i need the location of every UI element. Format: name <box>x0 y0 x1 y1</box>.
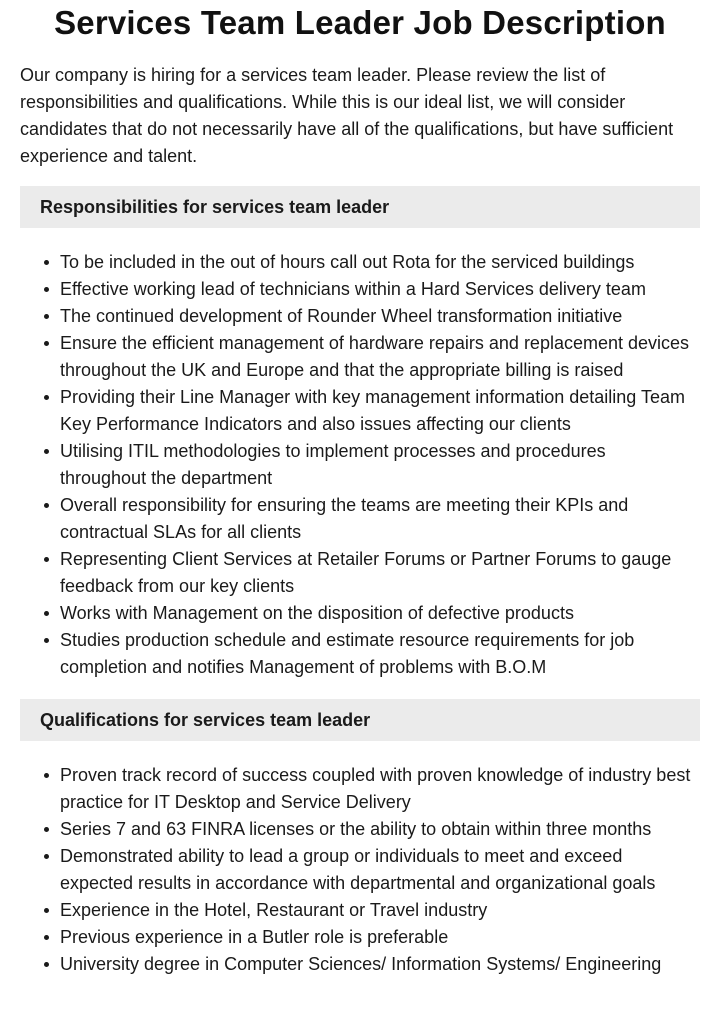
qualifications-list <box>20 762 700 978</box>
responsibility-item: Ensure the efficient management of hardware repairs and replacement devices throughout the UK and Europe and that the appropriate billing is raised <box>60 330 700 384</box>
responsibility-item: Works with Management on the disposition of defective products <box>60 600 700 627</box>
responsibilities-heading: Responsibilities for services team leader <box>20 186 700 228</box>
responsibility-item: Utilising ITIL methodologies to implement processes and procedures throughout the department <box>60 438 700 492</box>
qualification-item: University degree in Computer Sciences/ Information Systems/ Engineering <box>60 951 700 978</box>
qualification-item: Series 7 and 63 FINRA licenses or the ability to obtain within three months <box>60 816 700 843</box>
responsibility-item: Overall responsibility for ensuring the teams are meeting their KPIs and contractual SLAs for all clients <box>60 492 700 546</box>
qualification-item: Proven track record of success coupled with proven knowledge of industry best practice for IT Desktop and Service Delivery <box>60 762 700 816</box>
responsibility-item: The continued development of Rounder Wheel transformation initiative <box>60 303 700 330</box>
responsibility-item: Representing Client Services at Retailer Forums or Partner Forums to gauge feedback from our key clients <box>60 546 700 600</box>
qualification-item: Demonstrated ability to lead a group or individuals to meet and exceed expected results in accordance with departmental and organizational goals <box>60 843 700 897</box>
qualifications-heading: Qualifications for services team leader <box>20 699 700 741</box>
qualification-item: Experience in the Hotel, Restaurant or Travel industry <box>60 897 700 924</box>
responsibilities-list <box>20 249 700 681</box>
responsibility-item: Studies production schedule and estimate resource requirements for job completion and notifies Management of problems with B.O.M <box>60 627 700 681</box>
responsibility-item: Effective working lead of technicians within a Hard Services delivery team <box>60 276 700 303</box>
responsibility-item: Providing their Line Manager with key management information detailing Team Key Performance Indicators and also issues affecting our clients <box>60 384 700 438</box>
page-title: Services Team Leader Job Description <box>54 4 666 41</box>
intro-paragraph: Our company is hiring for a services team leader. Please review the list of responsibilities and qualifications. While this is our ideal list, we will consider candidates that do not necessarily have all of the qualifications, but have sufficient experience and talent. <box>20 65 674 166</box>
responsibility-item: To be included in the out of hours call out Rota for the serviced buildings <box>60 249 700 276</box>
qualification-item: Previous experience in a Butler role is preferable <box>60 924 700 951</box>
